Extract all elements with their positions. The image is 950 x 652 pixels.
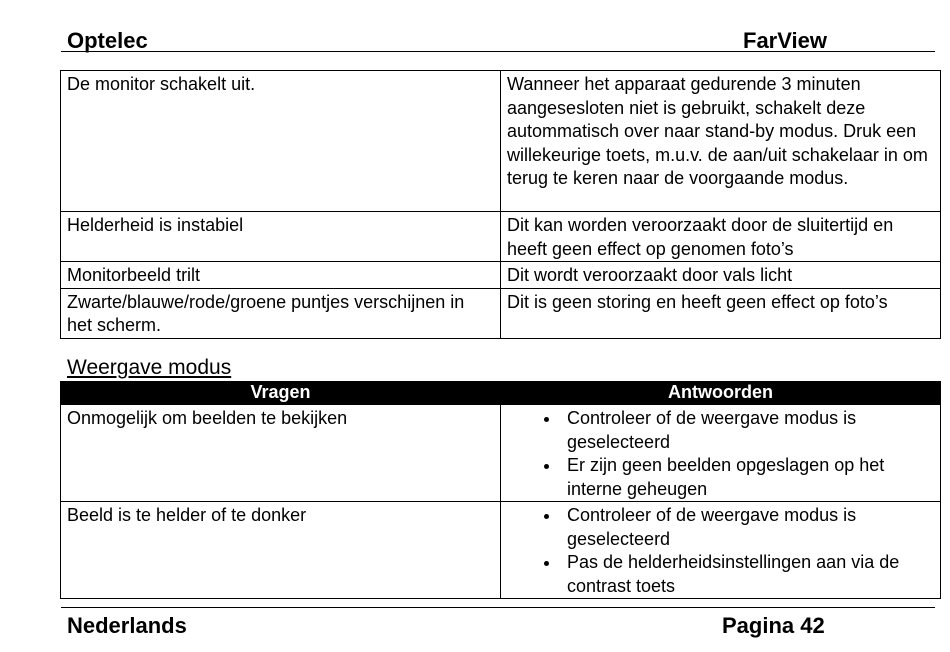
solution-cell: Dit kan worden veroorzaakt door de sluitertijd en heeft geen effect op genomen foto’s xyxy=(501,212,941,262)
problem-cell: Zwarte/blauwe/rode/groene puntjes verschijnen in het scherm. xyxy=(61,288,501,338)
header-brand: Optelec xyxy=(67,28,148,53)
display-mode-table xyxy=(60,381,941,599)
table-row xyxy=(61,288,941,338)
table-row xyxy=(61,262,941,289)
solution-cell: Wanneer het apparaat gedurende 3 minuten aangesesloten niet is gebruikt, schakelt deze autommatisch over naar stand-by modus. Druk een willekeurige toets, m.u.v. de aan/uit schakelaar in om terug te keren naar de voorgaande modus. xyxy=(501,71,941,212)
problem-cell: Beeld is te helder of te donker xyxy=(61,502,501,599)
answer-list xyxy=(507,504,934,598)
list-item: • Controleer of de weergave modus is geselecteerd xyxy=(561,407,934,454)
footer-page-number: Pagina 42 xyxy=(722,613,825,638)
solution-cell: Dit is geen storing en heeft geen effect op foto’s xyxy=(501,288,941,338)
header-rule xyxy=(61,51,935,52)
table-header-row xyxy=(61,382,941,405)
problem-cell: De monitor schakelt uit. xyxy=(61,71,501,212)
problem-cell: Onmogelijk om beelden te bekijken xyxy=(61,405,501,502)
problem-cell: Monitorbeeld trilt xyxy=(61,262,501,289)
answer-list xyxy=(507,407,934,501)
column-header-questions: Vragen xyxy=(61,382,501,405)
answer-cell xyxy=(501,405,941,502)
table-row xyxy=(61,405,941,502)
footer-rule xyxy=(61,607,935,608)
troubleshooting-table xyxy=(60,70,941,339)
table-row xyxy=(61,71,941,212)
list-item: • Controleer of de weergave modus is geselecteerd xyxy=(561,504,934,551)
section-title: Weergave modus xyxy=(67,356,232,379)
problem-cell: Helderheid is instabiel xyxy=(61,212,501,262)
column-header-answers: Antwoorden xyxy=(501,382,941,405)
list-item: • Er zijn geen beelden opgeslagen op het interne geheugen xyxy=(561,454,934,501)
table-row xyxy=(61,212,941,262)
answer-cell xyxy=(501,502,941,599)
table-row xyxy=(61,502,941,599)
footer-language: Nederlands xyxy=(67,613,187,638)
solution-cell: Dit wordt veroorzaakt door vals licht xyxy=(501,262,941,289)
header-product: FarView xyxy=(743,28,827,53)
list-item: • Pas de helderheidsinstellingen aan via de contrast toets xyxy=(561,551,934,598)
